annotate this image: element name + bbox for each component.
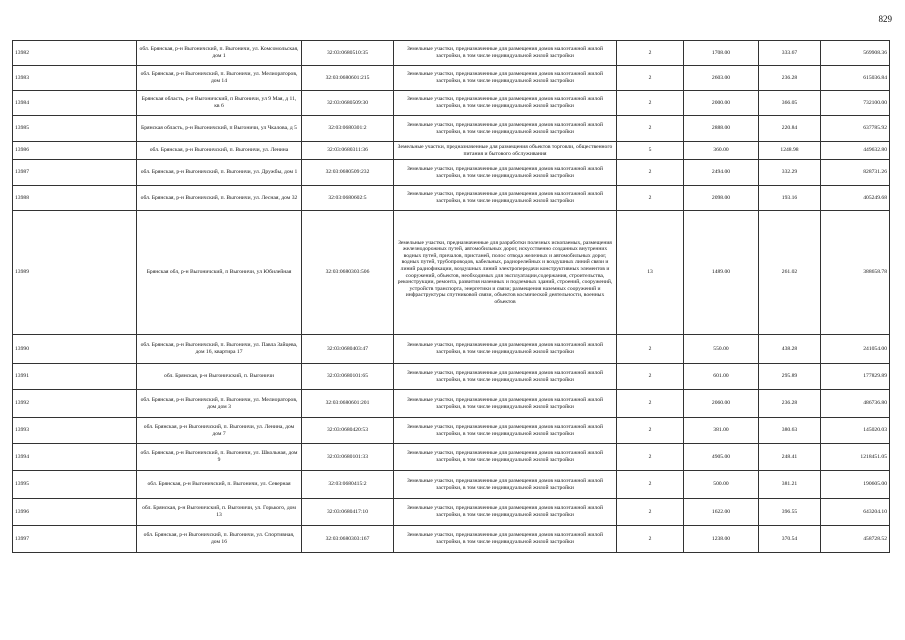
permitted-use-cell: Земельные участки, предназначенные для размещения домов малоэтажной жилой застройки, в том числе индивидуальной жилой застройки — [394, 444, 617, 471]
permitted-use-cell: Земельные участки, предназначенные для размещения домов малоэтажной жилой застройки, в том числе индивидуальной жилой застройки — [394, 186, 617, 211]
use-group-cell: 5 — [617, 142, 684, 160]
row-number: 13988 — [13, 186, 137, 211]
table-row — [13, 418, 890, 444]
specific-value-cell: 236.28 — [759, 390, 821, 418]
address-cell: Брянская область, р-н Выгоничский, п Выгоничи, ул Чкалова, д 5 — [137, 116, 302, 142]
specific-value-cell: 366.05 — [759, 91, 821, 116]
address-cell: обл. Брянская, р-н Выгоничский, п. Выгоничи, ул. Дружбы, дом 1 — [137, 160, 302, 186]
cadastral-value-cell: 569908.36 — [821, 41, 890, 66]
cadastral-value-cell: 615036.84 — [821, 66, 890, 91]
row-number: 13986 — [13, 142, 137, 160]
specific-value-cell: 438.28 — [759, 335, 821, 364]
area-cell: 2603.00 — [684, 66, 759, 91]
row-number: 13997 — [13, 526, 137, 553]
row-number: 13984 — [13, 91, 137, 116]
address-cell: обл. Брянская, р-н Выгоничский, п. Выгоничи, ул. Павла Зайцева, дом 16, квартира 17 — [137, 335, 302, 364]
area-cell: 2888.00 — [684, 116, 759, 142]
table-body — [13, 41, 890, 553]
table-row — [13, 471, 890, 499]
cadastral-number-cell: 32:03:0680509:30 — [302, 91, 394, 116]
use-group-cell: 2 — [617, 418, 684, 444]
row-number: 13992 — [13, 390, 137, 418]
cadastral-number-cell: 32:03:0680101:65 — [302, 364, 394, 390]
address-cell: обл. Брянская, р-н Выгоничский, п. Выгоничи — [137, 364, 302, 390]
area-cell: 2494.00 — [684, 160, 759, 186]
address-cell: обл. Брянская, р-н Выгоничский, п. Выгоничи, ул. Лесная, дом 32 — [137, 186, 302, 211]
permitted-use-cell: Земельные участки, предназначенные для размещения домов малоэтажной жилой застройки, в том числе индивидуальной жилой застройки — [394, 526, 617, 553]
area-cell: 1489.00 — [684, 211, 759, 335]
address-cell: обл. Брянская, р-н Выгоничский, п. Выгоничи, ул. Северная — [137, 471, 302, 499]
permitted-use-cell: Земельные участки, предназначенные для размещения домов малоэтажной жилой застройки, в том числе индивидуальной жилой застройки — [394, 160, 617, 186]
area-cell: 2060.00 — [684, 390, 759, 418]
cadastral-number-cell: 32:03:0680417:10 — [302, 499, 394, 526]
use-group-cell: 2 — [617, 390, 684, 418]
permitted-use-cell: Земельные участки, предназначенные для размещения объектов торговли, общественного питания и бытового обслуживания — [394, 142, 617, 160]
cadastral-value-cell: 732100.00 — [821, 91, 890, 116]
address-cell: обл. Брянская, р-н Выгоничский, п. Выгоничи, ул. Комсомольская, дом 1 — [137, 41, 302, 66]
cadastral-value-cell: 405249.68 — [821, 186, 890, 211]
specific-value-cell: 248.41 — [759, 444, 821, 471]
table-row — [13, 116, 890, 142]
cadastral-number-cell: 32:03:0680601:201 — [302, 390, 394, 418]
use-group-cell: 2 — [617, 41, 684, 66]
land-registry-table — [12, 40, 890, 553]
cadastral-value-cell: 145020.03 — [821, 418, 890, 444]
specific-value-cell: 333.67 — [759, 41, 821, 66]
table-row — [13, 91, 890, 116]
area-cell: 601.00 — [684, 364, 759, 390]
row-number: 13982 — [13, 41, 137, 66]
table-row — [13, 444, 890, 471]
table-row — [13, 364, 890, 390]
specific-value-cell: 381.21 — [759, 471, 821, 499]
cadastral-number-cell: 32:03:0680420:53 — [302, 418, 394, 444]
table-row — [13, 335, 890, 364]
cadastral-value-cell: 828731.26 — [821, 160, 890, 186]
table-row — [13, 499, 890, 526]
table-row — [13, 160, 890, 186]
specific-value-cell: 220.84 — [759, 116, 821, 142]
area-cell: 2000.00 — [684, 91, 759, 116]
row-number: 13991 — [13, 364, 137, 390]
row-number: 13989 — [13, 211, 137, 335]
area-cell: 1238.00 — [684, 526, 759, 553]
area-cell: 360.00 — [684, 142, 759, 160]
cadastral-number-cell: 32:03:0680510:35 — [302, 41, 394, 66]
cadastral-value-cell: 190605.00 — [821, 471, 890, 499]
table-row — [13, 142, 890, 160]
cadastral-number-cell: 32:03:0680415:2 — [302, 471, 394, 499]
permitted-use-cell: Земельные участки, предназначенные для размещения домов малоэтажной жилой застройки, в том числе индивидуальной жилой застройки — [394, 418, 617, 444]
area-cell: 550.00 — [684, 335, 759, 364]
use-group-cell: 2 — [617, 444, 684, 471]
cadastral-value-cell: 449632.80 — [821, 142, 890, 160]
permitted-use-cell: Земельные участки, предназначенные для размещения домов малоэтажной жилой застройки, в том числе индивидуальной жилой застройки — [394, 390, 617, 418]
cadastral-number-cell: 32:03:0680301:2 — [302, 116, 394, 142]
cadastral-value-cell: 643204.10 — [821, 499, 890, 526]
permitted-use-cell: Земельные участки, предназначенные для размещения домов малоэтажной жилой застройки, в том числе индивидуальной жилой застройки — [394, 335, 617, 364]
use-group-cell: 2 — [617, 91, 684, 116]
use-group-cell: 2 — [617, 471, 684, 499]
use-group-cell: 2 — [617, 499, 684, 526]
permitted-use-cell: Земельные участки, предназначенные для размещения домов малоэтажной жилой застройки, в том числе индивидуальной жилой застройки — [394, 116, 617, 142]
row-number: 13993 — [13, 418, 137, 444]
permitted-use-cell: Земельные участки, предназначенные для размещения домов малоэтажной жилой застройки, в том числе индивидуальной жилой застройки — [394, 364, 617, 390]
row-number: 13996 — [13, 499, 137, 526]
area-cell: 1622.00 — [684, 499, 759, 526]
area-cell: 4905.00 — [684, 444, 759, 471]
use-group-cell: 2 — [617, 160, 684, 186]
use-group-cell: 13 — [617, 211, 684, 335]
cadastral-number-cell: 32:03:0680303:506 — [302, 211, 394, 335]
specific-value-cell: 193.16 — [759, 186, 821, 211]
address-cell: Брянская обл, р-н Выгоничский, п Выгоничи, ул Юбилейная — [137, 211, 302, 335]
area-cell: 500.00 — [684, 471, 759, 499]
address-cell: обл. Брянская, р-н Выгоничский, п. Выгоничи, ул. Ленина, дом дом 7 — [137, 418, 302, 444]
cadastral-number-cell: 32:03:0680509:232 — [302, 160, 394, 186]
table-row — [13, 390, 890, 418]
specific-value-cell: 396.55 — [759, 499, 821, 526]
cadastral-value-cell: 177829.89 — [821, 364, 890, 390]
specific-value-cell: 236.28 — [759, 66, 821, 91]
table-row — [13, 211, 890, 335]
area-cell: 381.00 — [684, 418, 759, 444]
address-cell: обл. Брянская, р-н Выгоничский, п. Выгоничи, ул. Спортивная, дом 16 — [137, 526, 302, 553]
use-group-cell: 2 — [617, 364, 684, 390]
cadastral-value-cell: 388658.78 — [821, 211, 890, 335]
permitted-use-cell: Земельные участки, предназначенные для размещения домов малоэтажной жилой застройки, в том числе индивидуальной жилой застройки — [394, 66, 617, 91]
specific-value-cell: 380.63 — [759, 418, 821, 444]
permitted-use-cell: Земельные участки, предназначенные для размещения домов малоэтажной жилой застройки, в том числе индивидуальной жилой застройки — [394, 41, 617, 66]
address-cell: обл. Брянская, р-н Выгоничский, п. Выгоничи, ул. Мелиораторов, дом 14 — [137, 66, 302, 91]
cadastral-number-cell: 32:03:0680403:47 — [302, 335, 394, 364]
address-cell: Брянская область, р-н Выгоничский, п Выгоничи, ул 9 Мая, д 11, кв 6 — [137, 91, 302, 116]
use-group-cell: 2 — [617, 335, 684, 364]
table-row — [13, 66, 890, 91]
permitted-use-cell: Земельные участки, предназначенные для размещения домов малоэтажной жилой застройки, в том числе индивидуальной жилой застройки — [394, 499, 617, 526]
row-number: 13983 — [13, 66, 137, 91]
cadastral-number-cell: 32:03:0680303:167 — [302, 526, 394, 553]
use-group-cell: 2 — [617, 116, 684, 142]
row-number: 13995 — [13, 471, 137, 499]
cadastral-value-cell: 458728.52 — [821, 526, 890, 553]
cadastral-number-cell: 32:03:0680311:36 — [302, 142, 394, 160]
use-group-cell: 2 — [617, 526, 684, 553]
cadastral-value-cell: 241054.00 — [821, 335, 890, 364]
address-cell: обл. Брянская, р-н Выгоничский, п. Выгоничи, ул. Школьная, дом 9 — [137, 444, 302, 471]
specific-value-cell: 370.54 — [759, 526, 821, 553]
row-number: 13994 — [13, 444, 137, 471]
use-group-cell: 2 — [617, 186, 684, 211]
cadastral-value-cell: 637785.92 — [821, 116, 890, 142]
use-group-cell: 2 — [617, 66, 684, 91]
specific-value-cell: 332.29 — [759, 160, 821, 186]
cadastral-number-cell: 32:03:0680101:33 — [302, 444, 394, 471]
row-number: 13985 — [13, 116, 137, 142]
cadastral-number-cell: 32:03:0680602:5 — [302, 186, 394, 211]
table-row — [13, 41, 890, 66]
page-number: 829 — [878, 14, 892, 24]
area-cell: 1708.00 — [684, 41, 759, 66]
area-cell: 2098.00 — [684, 186, 759, 211]
address-cell: обл. Брянская, р-н Выгоничский, п. Выгоничи, ул. Мелиораторов, дом дом 3 — [137, 390, 302, 418]
row-number: 13987 — [13, 160, 137, 186]
permitted-use-cell: Земельные участки, предназначенные для размещения домов малоэтажной жилой застройки, в том числе индивидуальной жилой застройки — [394, 471, 617, 499]
row-number: 13990 — [13, 335, 137, 364]
cadastral-value-cell: 486736.80 — [821, 390, 890, 418]
table-row — [13, 186, 890, 211]
specific-value-cell: 295.89 — [759, 364, 821, 390]
specific-value-cell: 261.02 — [759, 211, 821, 335]
permitted-use-cell: Земельные участки, предназначенные для разработки полезных ископаемых, размещения железнодорожных путей, автомобильных дорог, искусственно созданных внутренних водных путей, причалов, пристаней, полос отвода железных и автомобильных дорог, водных путей, трубопроводов, кабельных, радиорелейных и воздушных линий связи и линий радиофикации, воздушных линий электропередачи конструктивных элементов и сооружений, объектов, необходимых для эксплуатации,содержания, строительства, реконструкции, ремонта, развития наземных и подземных зданий, строений, сооружений, устройств транспорта, энергетики и связи; размещения наземных сооружений и инфраструктуры спутниковой связи, объектов космической деятельности, военных объектов — [394, 211, 617, 335]
cadastral-value-cell: 1218451.05 — [821, 444, 890, 471]
permitted-use-cell: Земельные участки, предназначенные для размещения домов малоэтажной жилой застройки, в том числе индивидуальной жилой застройки — [394, 91, 617, 116]
address-cell: обл. Брянская, р-н Выгоничский, п. Выгоничи, ул. Ленина — [137, 142, 302, 160]
table-row — [13, 526, 890, 553]
address-cell: обл. Брянская, р-н Выгоничский, п. Выгоничи, ул. Горького, дом 13 — [137, 499, 302, 526]
specific-value-cell: 1248.98 — [759, 142, 821, 160]
cadastral-number-cell: 32:03:0680601:215 — [302, 66, 394, 91]
